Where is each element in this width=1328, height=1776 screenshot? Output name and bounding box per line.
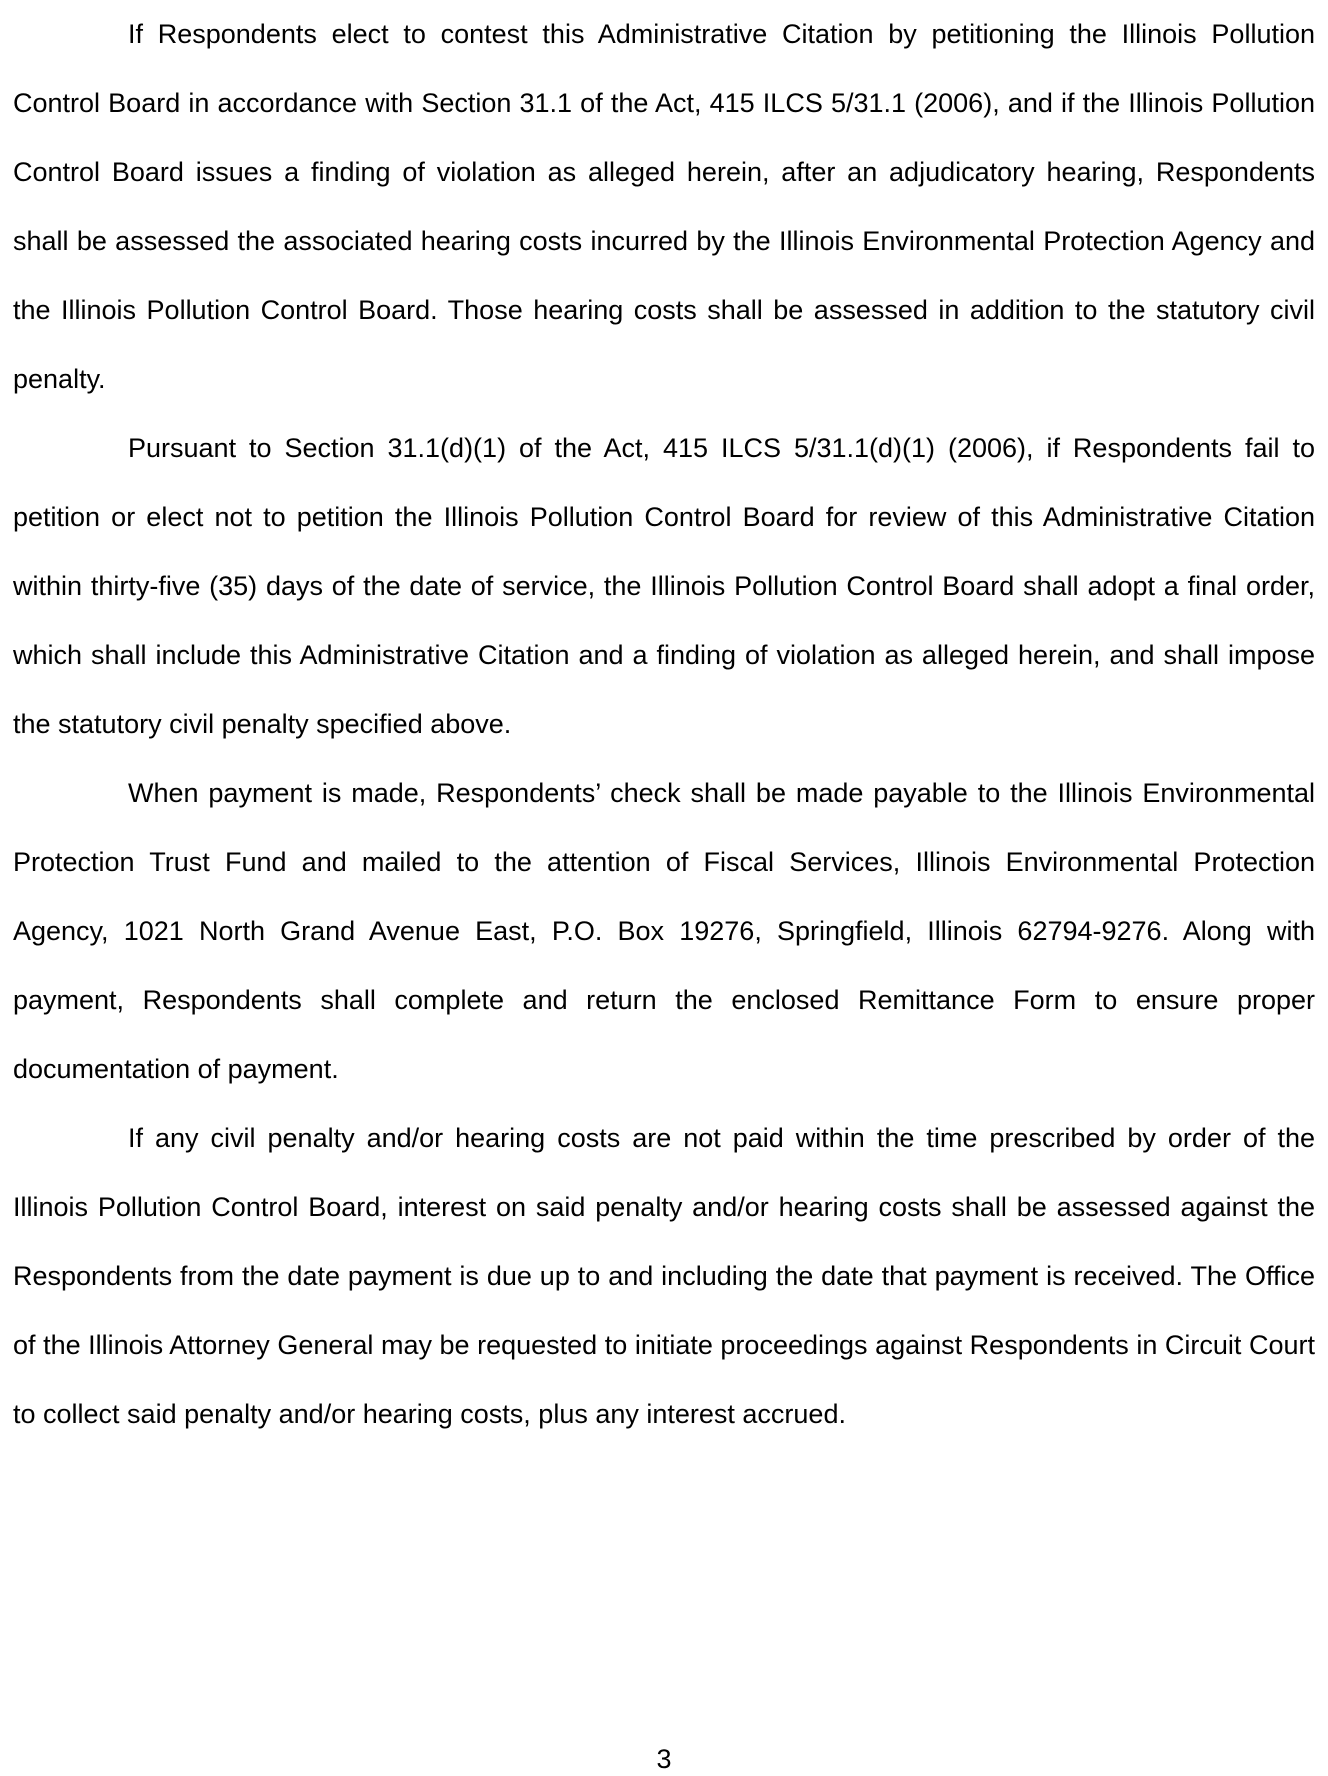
document-body <box>13 0 1315 1449</box>
paragraph-hearing-costs: If Respondents elect to contest this Administrative Citation by petitioning the Illinois Pollution Control Board in accordance with Section 31.1 of the Act, 415 ILCS 5/31.1 (2006), and if the Illinois Pollution Control Board issues a finding of violation as alleged herein, after an adjudicatory hearing, Respondents shall be assessed the associated hearing costs incurred by the Illinois Environmental Protection Agency and the Illinois Pollution Control Board. Those hearing costs shall be assessed in addition to the statutory civil penalty. <box>13 19 1315 394</box>
page-number: 3 <box>656 1744 672 1774</box>
paragraph-interest-collection: If any civil penalty and/or hearing costs are not paid within the time prescribed by order of the Illinois Pollution Control Board, interest on said penalty and/or hearing costs shall be assessed against the Respondents from the date payment is due up to and including the date that payment is received. The Office of the Illinois Attorney General may be requested to initiate proceedings against Respondents in Circuit Court to collect said penalty and/or hearing costs, plus any interest accrued. <box>13 1123 1315 1429</box>
paragraph-final-order: Pursuant to Section 31.1(d)(1) of the Act, 415 ILCS 5/31.1(d)(1) (2006), if Respondents fail to petition or elect not to petition the Illinois Pollution Control Board for review of this Administrative Citation within thirty-five (35) days of the date of service, the Illinois Pollution Control Board shall adopt a final order, which shall include this Administrative Citation and a finding of violation as alleged herein, and shall impose the statutory civil penalty specified above. <box>13 433 1315 739</box>
paragraph-payment-instructions: When payment is made, Respondents’ check shall be made payable to the Illinois Environmental Protection Trust Fund and mailed to the attention of Fiscal Services, Illinois Environmental Protection Agency, 1021 North Grand Avenue East, P.O. Box 19276, Springfield, Illinois 62794-9276. Along with payment, Respondents shall complete and return the enclosed Remittance Form to ensure proper documentation of payment. <box>13 778 1315 1084</box>
